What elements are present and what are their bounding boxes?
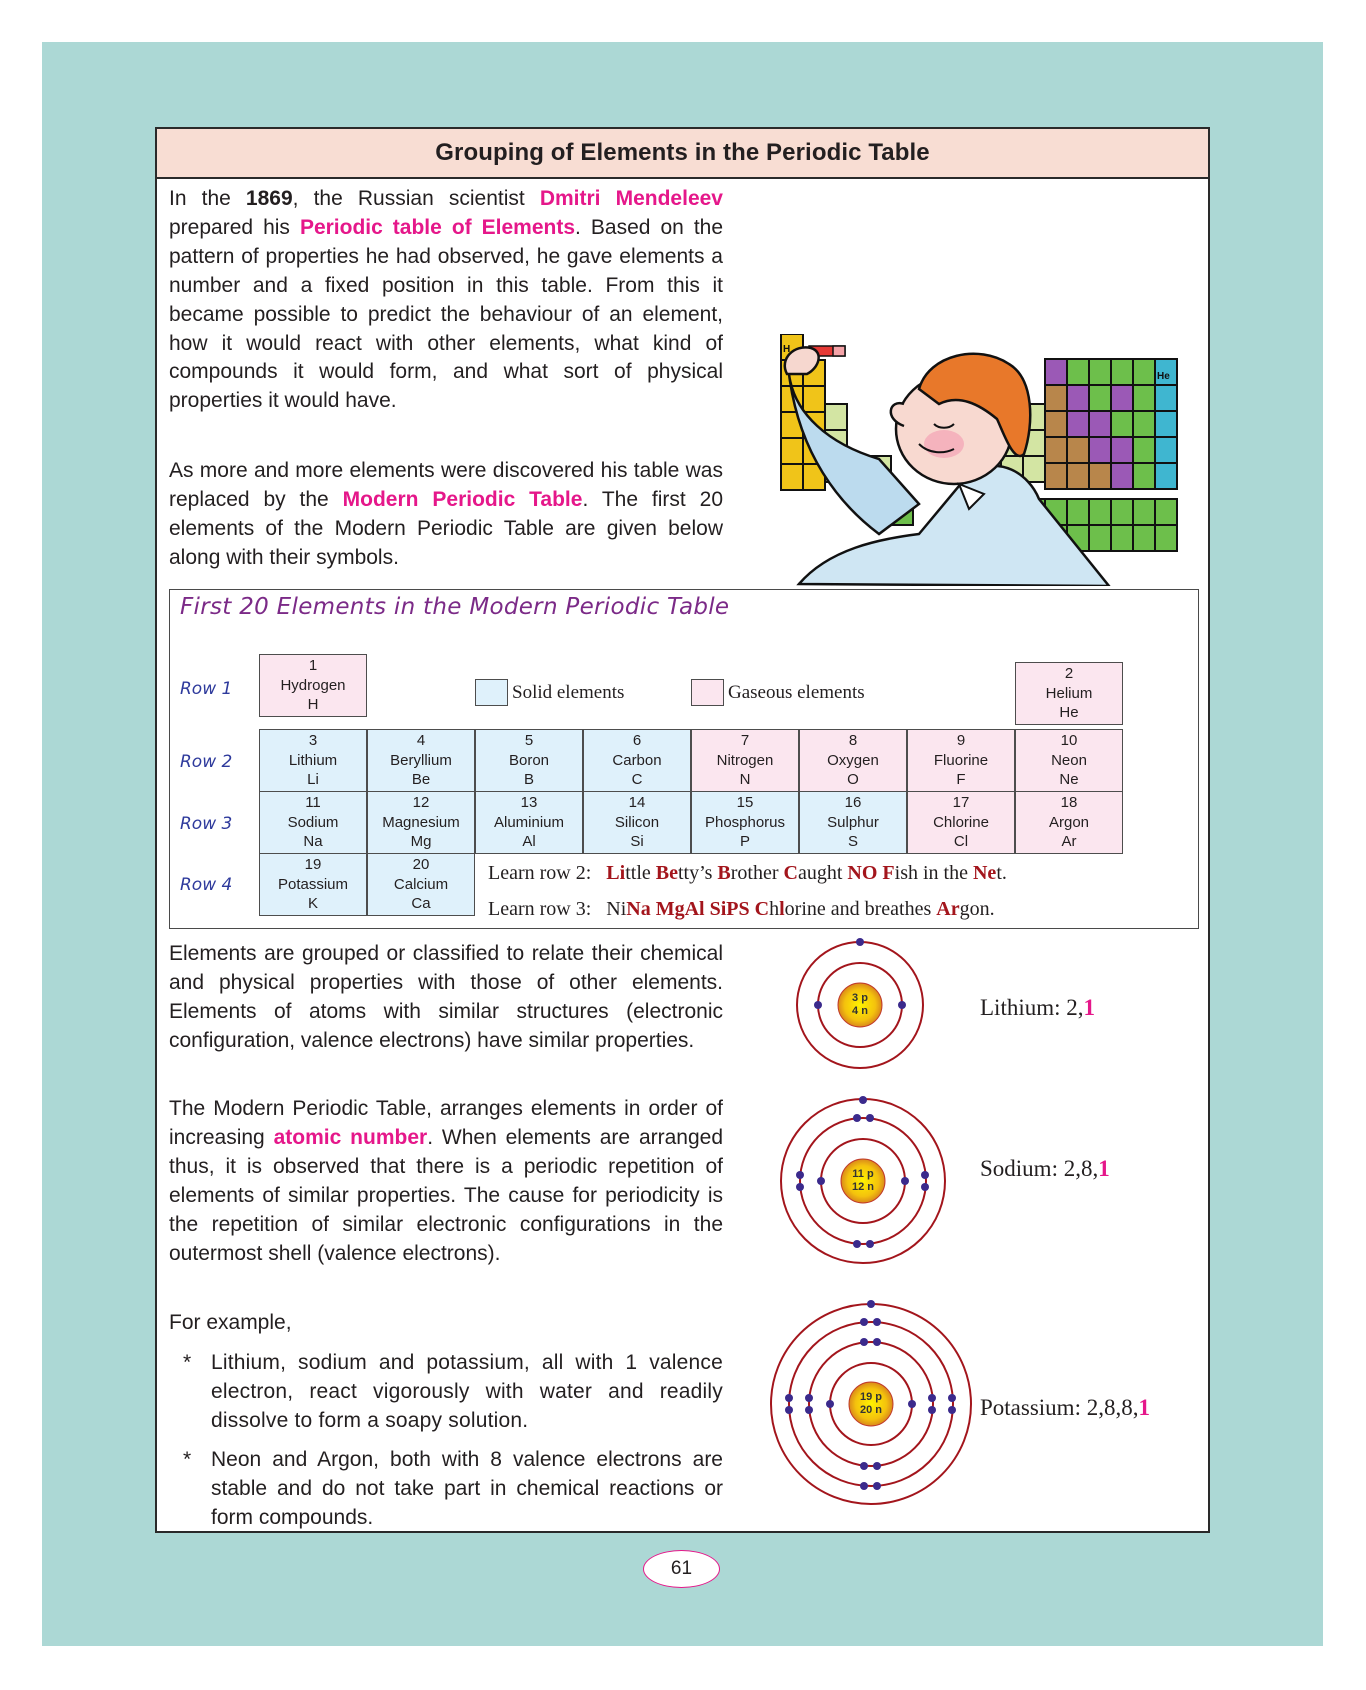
modern-periodic-table-term: Modern Periodic Table [342, 487, 583, 511]
potassium-atom-diagram [769, 1299, 973, 1509]
element-number: 14 [628, 794, 646, 812]
valence-number: 1 [1083, 995, 1095, 1020]
mnemonic-highlight: Na MgAl SiPS C [626, 898, 770, 920]
element-name: Carbon [612, 751, 662, 769]
element-symbol: O [847, 771, 859, 789]
scientist-name: Dmitri Mendeleev [539, 187, 723, 210]
element-name: Aluminium [493, 813, 565, 831]
text: prepared his [169, 215, 300, 239]
svg-text:He: He [1157, 371, 1170, 382]
element-symbol: Li [307, 771, 319, 789]
element-symbol: He [1059, 704, 1079, 722]
mnemonic-text-part: ttle [625, 862, 656, 884]
svg-text:19 p: 19 p [859, 1391, 883, 1403]
element-cell-fluorine [907, 729, 1015, 792]
element-cell-phosphorus [691, 791, 799, 854]
intro-paragraph-2 [169, 457, 723, 573]
element-name: Calcium [393, 875, 449, 893]
element-symbol: P [739, 833, 750, 851]
mnemonic-highlight: Be [655, 862, 678, 884]
element-cell-sodium [259, 791, 367, 854]
svg-text:4 n: 4 n [852, 1005, 868, 1017]
valence-number: 1 [1138, 1395, 1150, 1420]
element-symbol: Ca [411, 895, 431, 913]
config-text: Lithium: 2, [980, 995, 1084, 1020]
element-symbol: C [631, 771, 643, 789]
atomic-number-term: atomic number [273, 1125, 428, 1149]
row-label-4: Row 4 [180, 875, 233, 895]
lithium-atom-diagram [790, 935, 930, 1075]
row-label-3: Row 3 [180, 814, 233, 834]
text: , the Russian scientist [292, 187, 540, 210]
element-symbol: Mg [410, 833, 432, 851]
svg-text:11 p: 11 p [852, 1168, 874, 1180]
section-header [157, 129, 1208, 179]
mnemonic-text-part: h [769, 898, 780, 920]
element-symbol: Ar [1061, 833, 1077, 851]
element-symbol: Cl [953, 833, 969, 851]
element-name: Potassium [277, 875, 349, 893]
bullet-marker: * [183, 1448, 192, 1471]
text: . The first 20 elements of the Modern Periodic Table are given below along with their symbols. [169, 487, 723, 569]
sodium-config [980, 1156, 1110, 1182]
text: . When elements are arranged thus, it is observed that there is a periodic repetition of elements of similar properties. The cause for periodicity is the repetition of similar electronic configurations in the outermost shell (valence electrons). [169, 1125, 724, 1265]
element-name: Beryllium [390, 751, 452, 769]
first-20-elements-box [169, 589, 1199, 929]
element-cell-hydrogen [259, 654, 367, 717]
svg-text:12 n: 12 n [851, 1181, 875, 1193]
config-text: Sodium: 2,8, [980, 1156, 1099, 1181]
text: In the [169, 187, 246, 210]
element-number: 6 [632, 732, 642, 750]
element-cell-neon [1015, 729, 1123, 792]
element-symbol: S [847, 833, 858, 851]
sodium-atom-diagram [777, 1095, 949, 1267]
element-number: 4 [416, 732, 426, 750]
bullet-text: Lithium, sodium and potassium, all with 1 valence electron, react vigorously with water and readily dissolve to form a soapy solution. [211, 1351, 723, 1432]
mnemonic-row-2 [488, 862, 1007, 885]
bullet-marker: * [183, 1351, 192, 1374]
element-number: 10 [1060, 732, 1078, 750]
legend-solid [475, 679, 624, 706]
text: The Modern Periodic Table, arranges elements in order of increasing [169, 1097, 723, 1149]
table-name: Periodic table of Elements [299, 215, 576, 239]
element-cell-carbon [583, 729, 691, 792]
mnemonic-highlight: B [717, 862, 731, 884]
example-intro: For example, [169, 1311, 292, 1334]
legend-solid-label: Solid elements [512, 681, 625, 703]
element-name: Oxygen [827, 751, 879, 769]
element-name: Silicon [614, 813, 660, 831]
content-frame [155, 127, 1210, 1533]
text: . Based on the pattern of properties he had observed, he gave elements a number and a fixed position in this table. From this it became possible to predict the behaviour of an element, how it would react with other elements, what kind of compounds it would form, and what sort of physical properties it would have. [169, 215, 724, 413]
element-symbol: N [739, 771, 751, 789]
element-number: 12 [412, 794, 430, 812]
legend-gas-label: Gaseous elements [728, 681, 865, 703]
element-number: 13 [520, 794, 538, 812]
mnemonic-text [606, 898, 994, 920]
element-symbol: Na [303, 833, 323, 851]
element-number: 7 [740, 732, 750, 750]
element-name: Helium [1045, 684, 1093, 702]
intro-paragraph-1 [169, 185, 723, 416]
bullet-text: Neon and Argon, both with 8 valence electrons are stable and do not take part in chemical reactions or form compounds. [211, 1448, 723, 1529]
element-name: Hydrogen [280, 676, 346, 694]
element-symbol: H [307, 696, 319, 714]
element-name: Argon [1048, 813, 1090, 831]
mnemonic-highlight: l [779, 898, 785, 920]
mnemonic-label: Learn row 3: [488, 898, 592, 920]
element-name: Sodium [287, 813, 339, 831]
element-number: 11 [305, 794, 321, 812]
modern-table-paragraph [169, 1095, 723, 1268]
mnemonic-highlight: Ne [972, 862, 997, 884]
element-number: 8 [848, 732, 858, 750]
element-cell-calcium [367, 853, 475, 916]
element-symbol: F [956, 771, 966, 789]
svg-text:20 n: 20 n [859, 1404, 883, 1416]
mnemonic-highlight: Ar [936, 898, 960, 920]
legend-gas [691, 679, 865, 706]
bullet-item [169, 1446, 723, 1533]
element-symbol: Al [522, 833, 536, 851]
element-cell-boron [475, 729, 583, 792]
element-symbol: B [523, 771, 534, 789]
section-title: Grouping of Elements in the Periodic Table [435, 139, 930, 166]
element-name: Boron [508, 751, 550, 769]
mnemonic-row-3 [488, 898, 995, 921]
mnemonic-label: Learn row 2: [488, 862, 592, 884]
mnemonic-highlight: C [783, 862, 798, 884]
element-name: Sulphur [827, 813, 879, 831]
element-number: 20 [412, 856, 430, 874]
config-text: Potassium: 2,8,8, [980, 1395, 1139, 1420]
mnemonic-text-part: orine and breathes [784, 898, 937, 920]
element-symbol: Si [630, 833, 644, 851]
bullet-item [169, 1349, 723, 1436]
gas-swatch [691, 679, 724, 706]
element-symbol: Ne [1059, 771, 1079, 789]
element-number: 5 [524, 732, 534, 750]
element-number: 9 [956, 732, 966, 750]
element-cell-aluminium [475, 791, 583, 854]
mnemonic-text-part: ish in the [894, 862, 973, 884]
element-cell-magnesium [367, 791, 475, 854]
element-name: Fluorine [933, 751, 989, 769]
mnemonic-text-part: gon. [959, 898, 995, 920]
element-number: 1 [308, 657, 318, 675]
element-number: 17 [952, 794, 970, 812]
element-number: 19 [304, 856, 322, 874]
element-number: 3 [308, 732, 318, 750]
scientist-periodic-table-illustration [769, 334, 1199, 586]
element-number: 15 [736, 794, 754, 812]
element-cell-helium [1015, 662, 1123, 725]
element-name: Lithium [288, 751, 338, 769]
svg-text:3 p: 3 p [852, 992, 868, 1004]
solid-swatch [475, 679, 508, 706]
element-name: Nitrogen [716, 751, 774, 769]
element-name: Neon [1051, 751, 1087, 769]
element-cell-lithium [259, 729, 367, 792]
element-cell-beryllium [367, 729, 475, 792]
element-symbol: K [307, 895, 318, 913]
element-number: 18 [1060, 794, 1078, 812]
row-label-1: Row 1 [180, 679, 233, 699]
year: 1869 [245, 187, 293, 210]
valence-number: 1 [1098, 1156, 1110, 1181]
potassium-config [980, 1395, 1150, 1421]
element-number: 2 [1064, 665, 1074, 683]
element-cell-potassium [259, 853, 367, 916]
mnemonic-text [606, 862, 1007, 884]
mnemonic-text-part: t. [996, 862, 1007, 884]
mnemonic-text-part: tty’s [677, 862, 718, 884]
mnemonic-text-part: aught [797, 862, 848, 884]
element-cell-argon [1015, 791, 1123, 854]
table-box-title: First 20 Elements in the Modern Periodic Table [180, 594, 730, 620]
mnemonic-text-part: Ni [606, 898, 627, 920]
mnemonic-text-part: rother [730, 862, 784, 884]
svg-text:H: H [783, 344, 791, 355]
text: As more and more elements were discovered his table was replaced by the [169, 459, 723, 511]
element-cell-oxygen [799, 729, 907, 792]
row-label-2: Row 2 [180, 752, 233, 772]
element-cell-silicon [583, 791, 691, 854]
page-number: 61 [643, 1550, 720, 1588]
element-cell-nitrogen [691, 729, 799, 792]
element-name: Phosphorus [704, 813, 786, 831]
element-name: Chlorine [933, 813, 989, 831]
element-symbol: Be [411, 771, 431, 789]
element-name: Magnesium [382, 813, 460, 831]
element-cell-chlorine [907, 791, 1015, 854]
element-number: 16 [844, 794, 862, 812]
mnemonic-highlight: NO F [847, 862, 895, 884]
grouping-paragraph: Elements are grouped or classified to relate their chemical and physical properties with those of other elements. Elements of atoms with similar structures (electronic configuration, valence electrons) have similar properties. [169, 942, 723, 1052]
lithium-config [980, 995, 1095, 1021]
element-cell-sulphur [799, 791, 907, 854]
mnemonic-highlight: Li [606, 862, 626, 884]
